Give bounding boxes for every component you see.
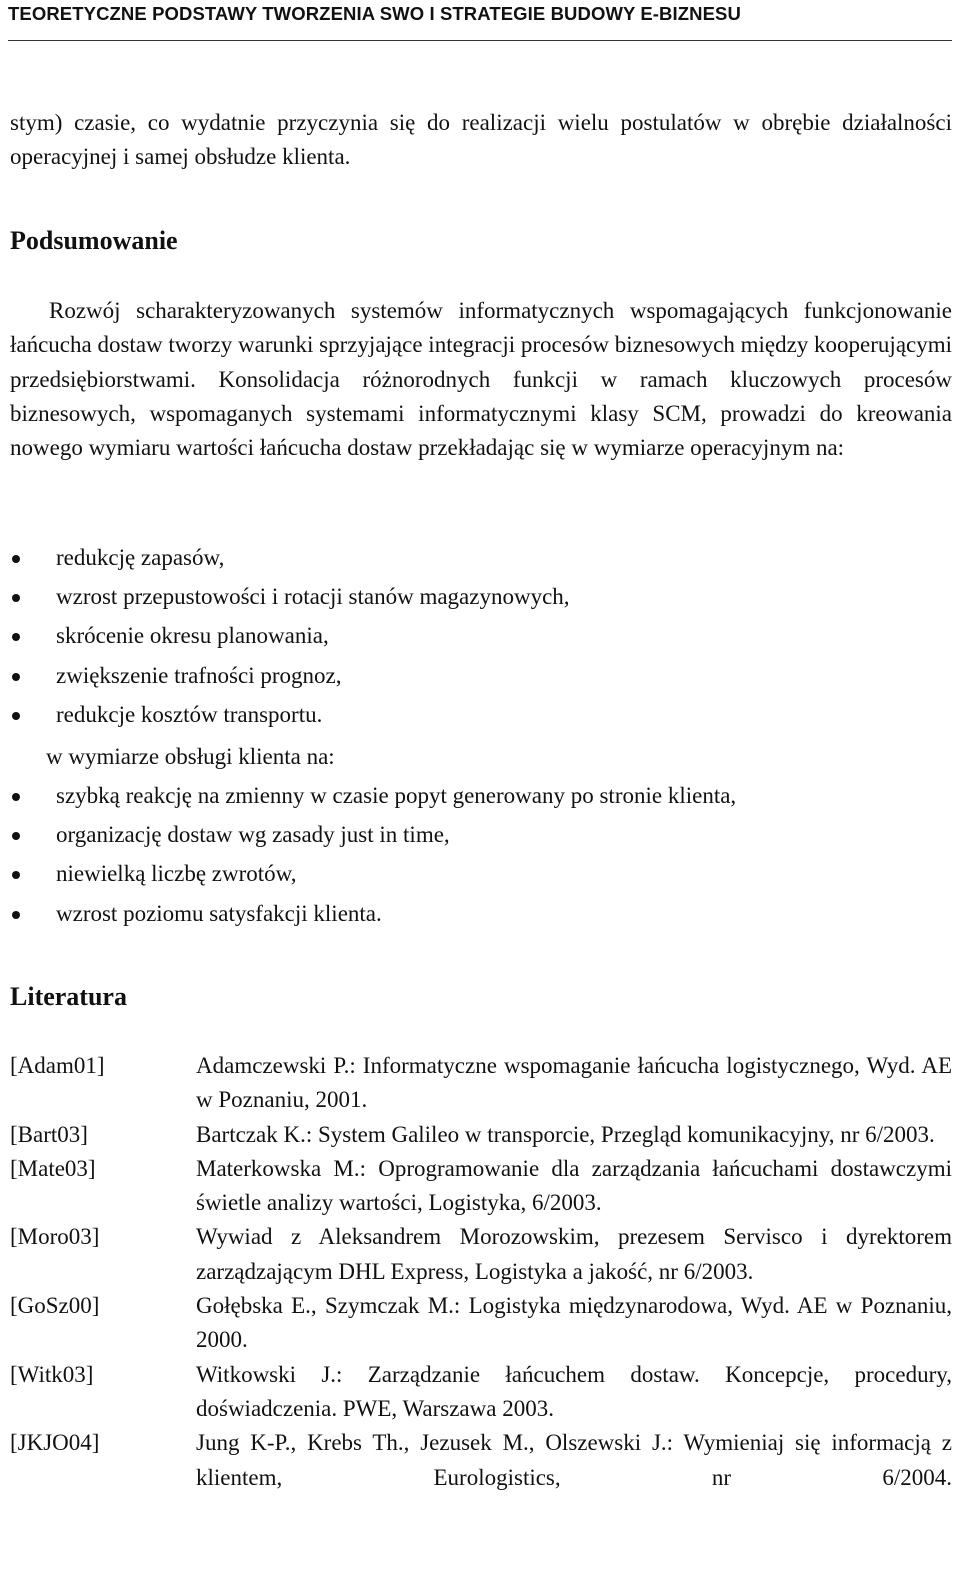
- list-item: wzrost przepustowości i rotacji stanów magazynowych,: [10, 577, 952, 616]
- list-item: redukcje kosztów transportu.: [10, 695, 952, 734]
- list-item: zwiększenie trafności prognoz,: [10, 656, 952, 695]
- summary-paragraph: Rozwój scharakteryzowanych systemów informatycznych wspomagających funkcjonowanie łańcucha dostaw tworzy warunki sprzyjające integracji procesów biznesowych między kooperującymi przedsiębiorstwami. Konsolidacja różnorodnych funkcji w ramach kluczowych procesów biznesowych, wspomaganych systemami informatycznymi klasy SCM, prowadzi do kreowania nowego wymiaru wartości łańcucha dostaw przekładając się w wymiarze operacyjnym na:: [10, 298, 953, 461]
- bibliography-entry: [10, 1289, 952, 1358]
- summary-heading: Podsumowanie: [10, 226, 178, 255]
- bibliography-entry: [10, 1220, 952, 1289]
- citation-text: Jung K-P., Krebs Th., Jezusek M., Olszewski J.: Wymieniaj się informacją z klientem, Eurologistics, nr 6/2004.: [196, 1430, 952, 1490]
- list-item: niewielką liczbę zwrotów,: [10, 854, 952, 893]
- citation-text: Materkowska M.: Oprogramowanie dla zarządzania łańcuchami dostawczymi świetle analizy wartości, Logistyka, 6/2003.: [196, 1155, 952, 1216]
- customer-benefits-list: [10, 776, 952, 933]
- bullet-icon: [12, 555, 20, 563]
- citation-key: [Witk03]: [10, 1361, 94, 1387]
- running-header: [8, 0, 952, 41]
- bullet-icon: [12, 673, 20, 681]
- citation-text: Gołębska E., Szymczak M.: Logistyka międzynarodowa, Wyd. AE w Poznaniu, 2000.: [196, 1293, 952, 1353]
- bibliography-entry: [10, 1426, 952, 1495]
- literature-heading: Literatura: [10, 982, 127, 1011]
- bullet-icon: [12, 832, 20, 840]
- bibliography-entry: [10, 1358, 952, 1427]
- citation-key: [Mate03]: [10, 1155, 96, 1181]
- header-title: TEORETYCZNE PODSTAWY TWORZENIA SWO I STRATEGIE BUDOWY E-BIZNESU: [8, 3, 741, 24]
- citation-text: Wywiad z Aleksandrem Morozowskim, prezesem Servisco i dyrektorem zarządzającym DHL Express, Logistyka a jakość, nr 6/2003.: [196, 1224, 952, 1284]
- bullet-icon: [12, 911, 20, 919]
- intro-paragraph: stym) czasie, co wydatnie przyczynia się do realizacji wielu postulatów w obrębie działalności operacyjnej i samej obsłudze klienta.: [10, 110, 952, 170]
- bibliography-entry: [10, 1049, 952, 1118]
- citation-key: [Adam01]: [10, 1053, 105, 1078]
- bibliography-entry: [10, 1118, 952, 1152]
- list-item: organizację dostaw wg zasady just in time,: [10, 815, 952, 854]
- bullet-icon: [12, 594, 20, 602]
- bibliography-entry: [10, 1152, 952, 1221]
- bullet-icon: [12, 793, 20, 801]
- list-item: wzrost poziomu satysfakcji klienta.: [10, 894, 952, 933]
- citation-key: [Moro03]: [10, 1224, 100, 1250]
- citation-text: Witkowski J.: Zarządzanie łańcuchem dostaw. Koncepcje, procedury, doświadczenia. PWE, Warszawa 2003.: [196, 1361, 952, 1421]
- citation-text: Bartczak K.: System Galileo w transporcie, Przegląd komunikacyjny, nr 6/2003.: [196, 1121, 935, 1147]
- bullet-icon: [12, 871, 20, 879]
- bibliography: [10, 1049, 952, 1495]
- citation-key: [Bart03]: [10, 1121, 88, 1147]
- bullet-icon: [12, 712, 20, 720]
- list-item: szybką reakcję na zmienny w czasie popyt generowany po stronie klienta,: [10, 776, 952, 815]
- list-item: skrócenie okresu planowania,: [10, 616, 952, 655]
- citation-key: [GoSz00]: [10, 1293, 100, 1319]
- citation-key: [JKJO04]: [10, 1430, 100, 1456]
- bullet-icon: [12, 633, 20, 641]
- operational-benefits-list: [10, 538, 952, 734]
- customer-service-intro: w wymiarze obsługi klienta na:: [46, 744, 335, 769]
- list-item: redukcję zapasów,: [10, 538, 952, 577]
- citation-text: Adamczewski P.: Informatyczne wspomaganie łańcucha logistycznego, Wyd. AE w Poznaniu, 2001.: [196, 1053, 952, 1113]
